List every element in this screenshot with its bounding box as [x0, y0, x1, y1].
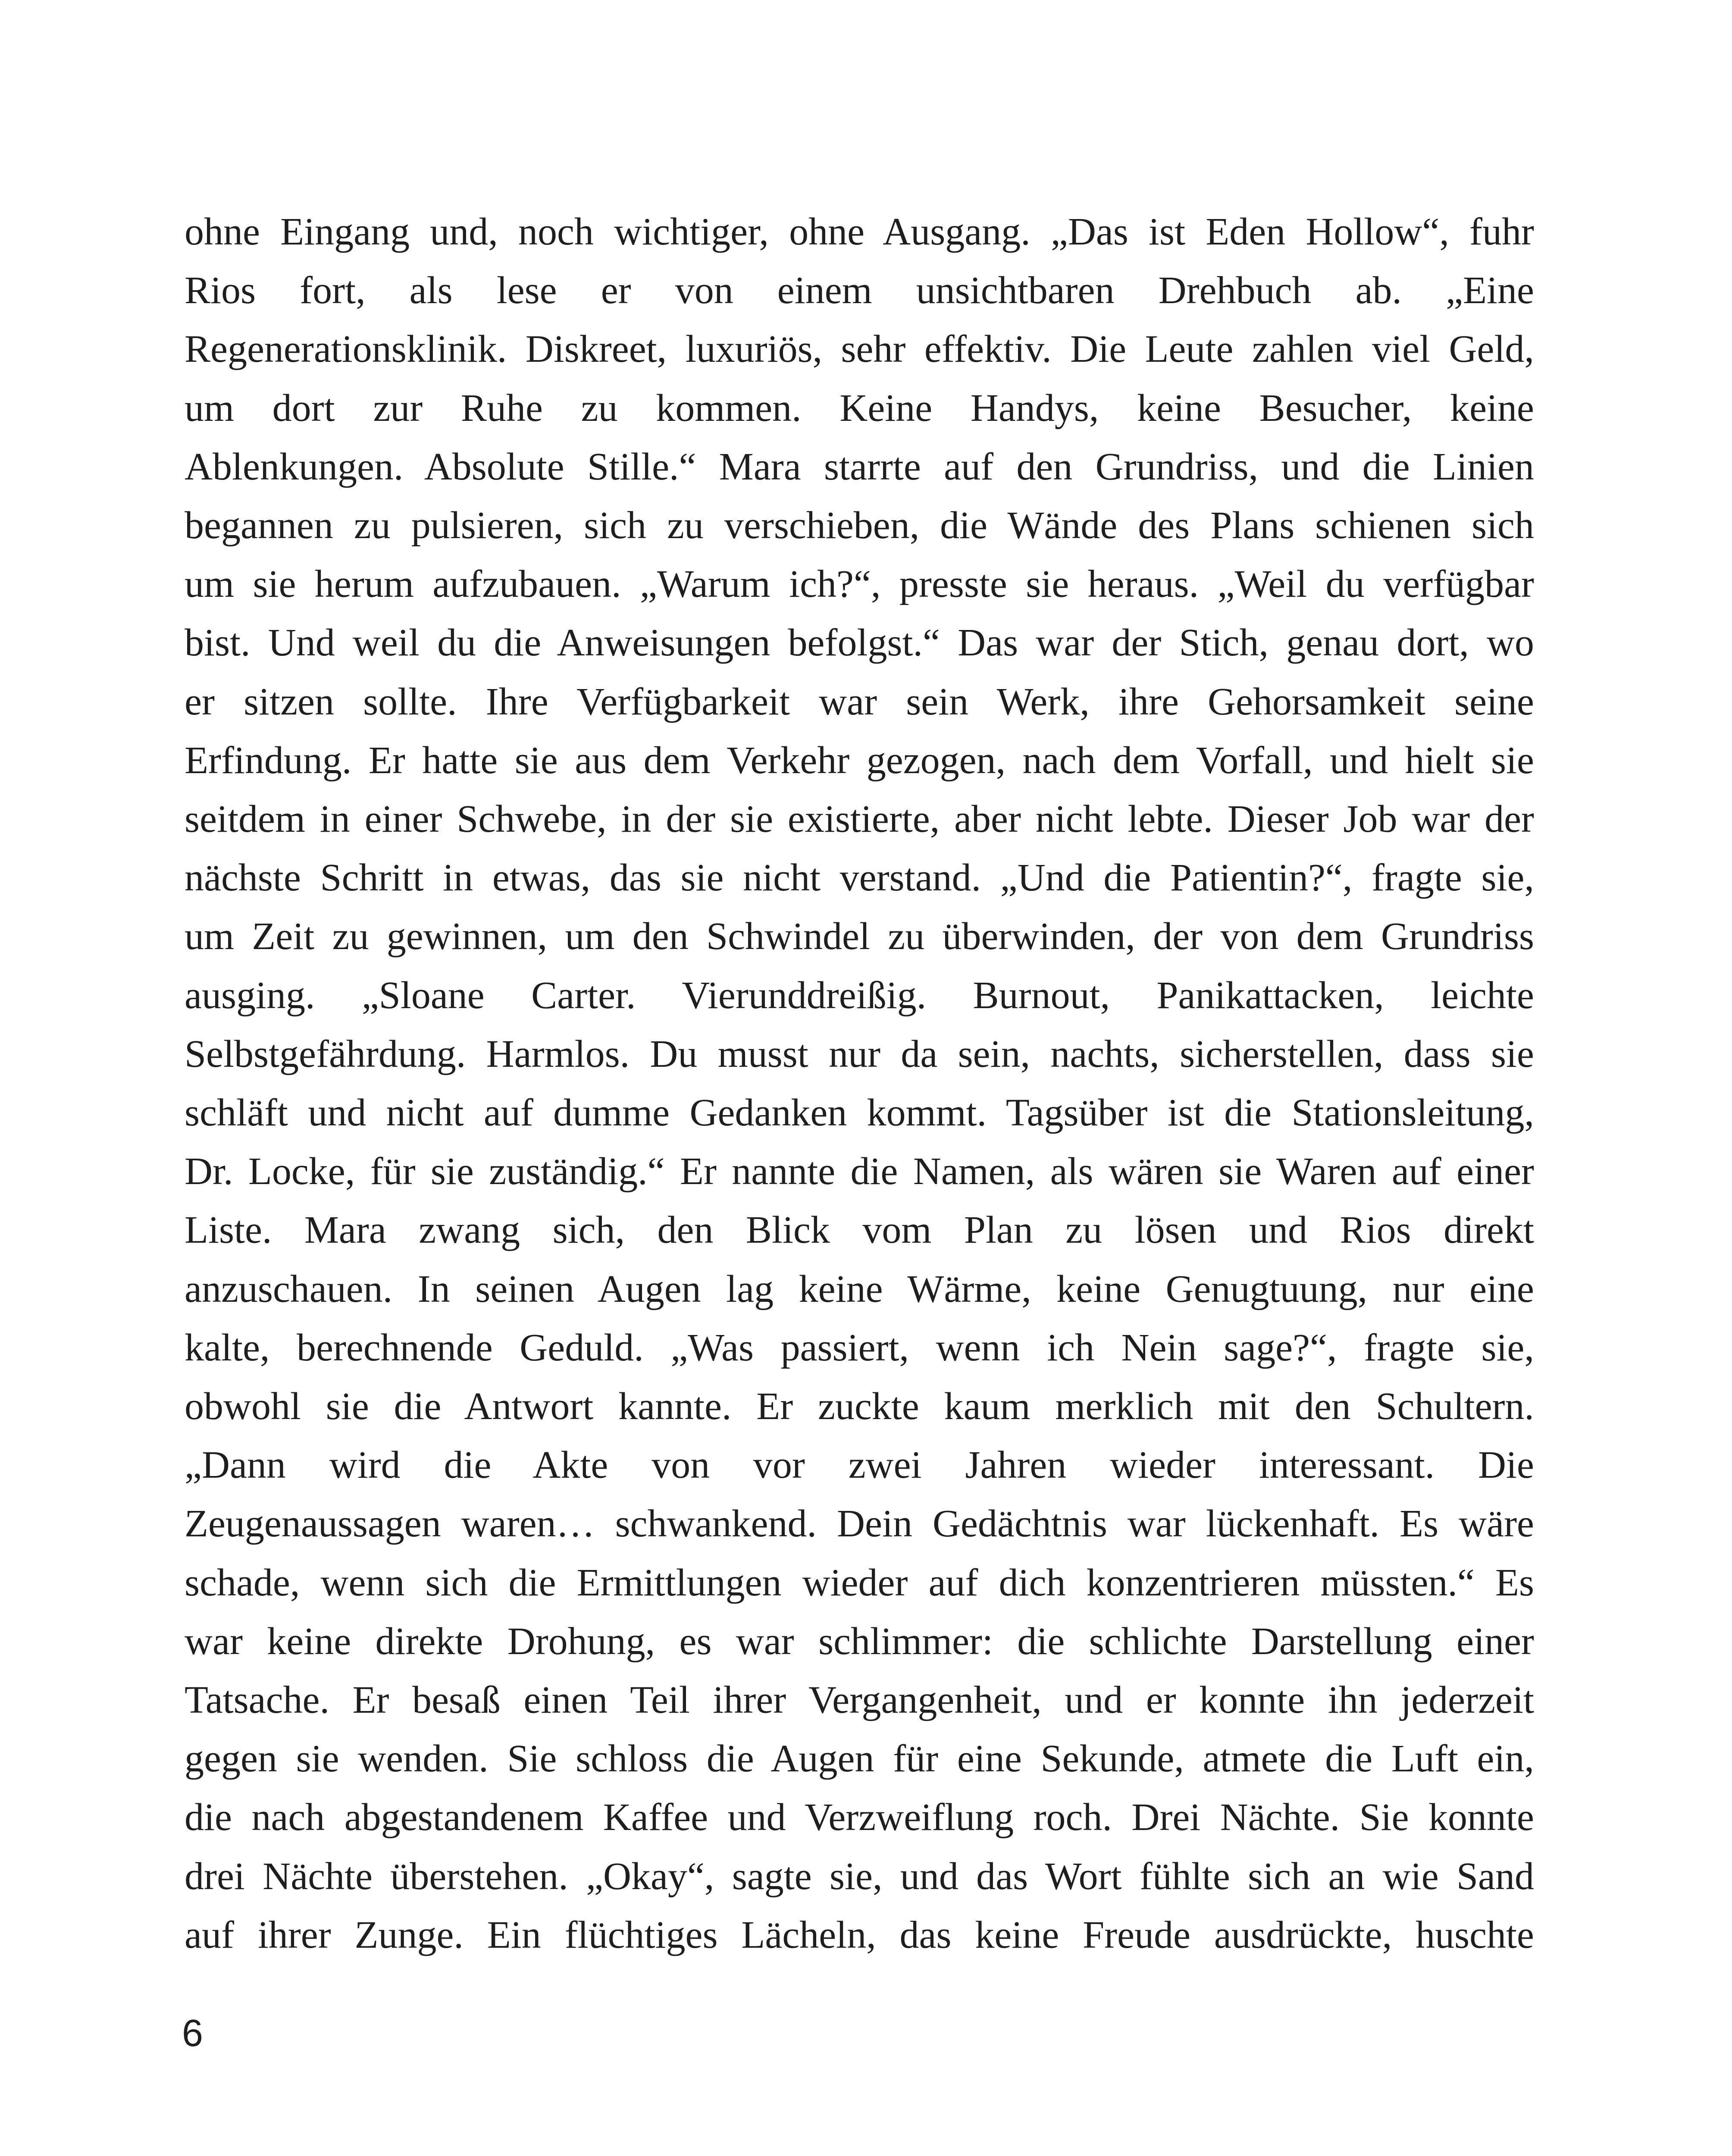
text-line: Tatsache. Er besaß einen Teil ihrer Vergangenheit, und er konnte ihn jederzeit — [185, 1679, 1534, 1721]
text-line: Ablenkungen. Absolute Stille.“ Mara starrte auf den Grundriss, und die Linien — [185, 445, 1534, 488]
text-line: „Dann wird die Akte von vor zwei Jahren wieder interessant. Die — [185, 1444, 1534, 1487]
text-line: begannen zu pulsieren, sich zu verschieben, die Wände des Plans schienen sich — [185, 504, 1534, 547]
text-line: schade, wenn sich die Ermittlungen wieder auf dich konzentrieren müssten.“ Es — [185, 1561, 1534, 1604]
text-line: seitdem in einer Schwebe, in der sie existierte, aber nicht lebte. Dieser Job war der — [185, 798, 1534, 840]
text-line: drei Nächte überstehen. „Okay“, sagte sie, und das Wort fühlte sich an wie Sand — [185, 1855, 1534, 1898]
text-line: um Zeit zu gewinnen, um den Schwindel zu überwinden, der von dem Grundriss — [185, 915, 1534, 958]
text-line: er sitzen sollte. Ihre Verfügbarkeit war sein Werk, ihre Gehorsamkeit seine — [185, 680, 1534, 723]
text-line: auf ihrer Zunge. Ein flüchtiges Lächeln, das keine Freude ausdrückte, huschte — [185, 1913, 1534, 1956]
text-line: war keine direkte Drohung, es war schlimmer: die schlichte Darstellung einer — [185, 1620, 1534, 1663]
text-line: bist. Und weil du die Anweisungen befolgst.“ Das war der Stich, genau dort, wo — [185, 621, 1534, 664]
text-line: nächste Schritt in etwas, das sie nicht verstand. „Und die Patientin?“, fragte sie, — [185, 856, 1534, 899]
text-line: Liste. Mara zwang sich, den Blick vom Plan zu lösen und Rios direkt — [185, 1209, 1534, 1252]
page-number: 6 — [182, 2012, 203, 2054]
text-line: die nach abgestandenem Kaffee und Verzweiflung roch. Drei Nächte. Sie konnte — [185, 1796, 1534, 1839]
text-line: ausging. „Sloane Carter. Vierunddreißig. Burnout, Panikattacken, leichte — [185, 974, 1534, 1017]
text-line: kalte, berechnende Geduld. „Was passiert, wenn ich Nein sage?“, fragte sie, — [185, 1326, 1534, 1369]
text-line: Erfindung. Er hatte sie aus dem Verkehr gezogen, nach dem Vorfall, und hielt sie — [185, 739, 1534, 782]
text-line: Zeugenaussagen waren… schwankend. Dein Gedächtnis war lückenhaft. Es wäre — [185, 1502, 1534, 1545]
text-line: Dr. Locke, für sie zuständig.“ Er nannte die Namen, als wären sie Waren auf einer — [185, 1150, 1534, 1193]
text-line: um dort zur Ruhe zu kommen. Keine Handys, keine Besucher, keine — [185, 386, 1534, 429]
text-line: ohne Eingang und, noch wichtiger, ohne Ausgang. „Das ist Eden Hollow“, fuhr — [185, 210, 1534, 253]
text-line: gegen sie wenden. Sie schloss die Augen für eine Sekunde, atmete die Luft ein, — [185, 1737, 1534, 1780]
text-line: obwohl sie die Antwort kannte. Er zuckte kaum merklich mit den Schultern. — [185, 1385, 1534, 1428]
text-line: schläft und nicht auf dumme Gedanken kommt. Tagsüber ist die Stationsleitung, — [185, 1091, 1534, 1134]
text-line: Selbstgefährdung. Harmlos. Du musst nur da sein, nachts, sicherstellen, dass sie — [185, 1032, 1534, 1075]
text-line: anzuschauen. In seinen Augen lag keine Wärme, keine Genugtuung, nur eine — [185, 1267, 1534, 1310]
text-line: Regenerationsklinik. Diskreet, luxuriös, sehr effektiv. Die Leute zahlen viel Geld, — [185, 328, 1534, 371]
text-line: Rios fort, als lese er von einem unsichtbaren Drehbuch ab. „Eine — [185, 269, 1534, 312]
text-line: um sie herum aufzubauen. „Warum ich?“, presste sie heraus. „Weil du verfügbar — [185, 563, 1534, 606]
